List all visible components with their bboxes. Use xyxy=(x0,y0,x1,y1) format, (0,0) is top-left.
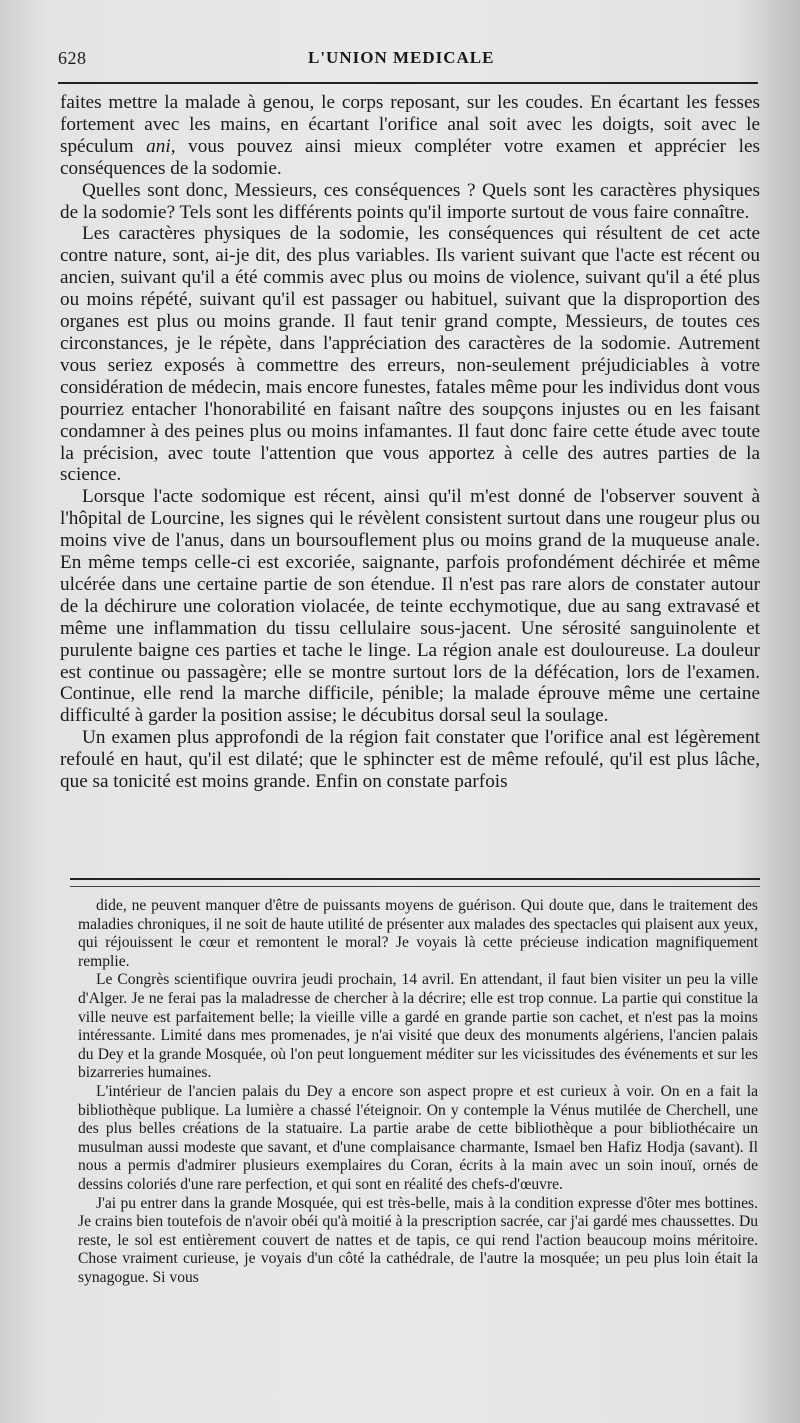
feuilleton-paragraph-1: dide, ne peuvent manquer d'être de puissants moyens de guérison. Qui doute que, dans le traitement des maladies chroniques, il ne soit de haute utilité de présenter aux malades des spectacles qui plaisent aux yeux, qui réjouissent le cœur et remontent le moral? Je voyais là cette précieuse indication magnifiquement remplie. xyxy=(78,897,758,970)
feuilleton-paragraph-3: L'intérieur de l'ancien palais du Dey a encore son aspect propre et est curieux à voir. On en a fait la bibliothèque publique. La lumière a chassé l'éteignoir. On y contemple la Vénus mutilée de Cherchell, une des plus belles créations de la statuaire. La partie arabe de cette bibliothèque a pour bibliothécaire un musulman aussi modeste que savant, et d'une complaisance charmante, Ismael ben Hafiz Hodja (savant). Il nous a permis d'admirer plusieurs exemplaires du Coran, écrits à la main avec un soin inouï, ornés de dessins coloriés d'une rare perfection, et qui sont en réalité des chefs-d'œuvre. xyxy=(78,1082,758,1193)
journal-title: L'UNION MEDICALE xyxy=(308,48,495,67)
main-paragraph-2: Quelles sont donc, Messieurs, ces conséquences ? Quels sont les caractères physiques de la sodomie? Tels sont les différents points qu'il importe surtout de vous faire connaître. xyxy=(60,179,760,223)
main-paragraph-5: Un examen plus approfondi de la région fait constater que l'orifice anal est légèrement refoulé en haut, qu'il est dilaté; que le sphincter est de même refoulé, qu'il est plus lâche, que sa tonicité est moins grande. Enfin on constate parfois xyxy=(60,727,760,793)
page-header xyxy=(58,44,758,74)
page-number: 628 xyxy=(58,48,87,68)
italic-term: ani xyxy=(146,135,171,157)
main-paragraph-3: Les caractères physiques de la sodomie, les conséquences qui résultent de cet acte contre nature, sont, ai-je dit, des plus variables. Ils varient suivant que l'acte est récent ou ancien, suivant qu'il a été commis avec plus ou moins de violence, suivant qu'il a été plus ou moins répété, suivant qu'il est passager ou habituel, suivant que la disproportion des organes est plus ou moins grande. Il faut tenir grand compte, Messieurs, de toutes ces circonstances, je le répète, dans l'appréciation des caractères de la sodomie. Autrement vous seriez exposés à commettre des erreurs, non-seulement préjudiciables à votre considération de médecin, mais encore funestes, fatales même pour les individus dont vous pourriez entacher l'honorabilité en faisant naître des soupçons injustes ou en les faisant condamner à des peines plus ou moins infamantes. Il faut donc faire cette étude avec toute la précision, avec toute l'attention que vous apportez à celle des autres parties de la science. xyxy=(60,223,760,486)
feuilleton-section xyxy=(78,897,758,1287)
feuilleton-paragraph-4: J'ai pu entrer dans la grande Mosquée, qui est très-belle, mais à la condition expresse d'ôter mes bottines. Je crains bien toutefois de n'avoir obéi qu'à moitié à la prescription sacrée, car j'ai gardé mes chaussettes. Du reste, le sol est entièrement couvert de nattes et de tapis, ce qui rend l'action beaucoup moins méritoire. Chose vraiment curieuse, je voyais d'un côté la cathédrale, de l'autre la mosquée; un peu plus loin était la synagogue. Si vous xyxy=(78,1194,758,1286)
main-paragraph-4: Lorsque l'acte sodomique est récent, ainsi qu'il m'est donné de l'observer souvent à l'hôpital de Lourcine, les signes qui le révèlent consistent surtout dans une rougeur plus ou moins vive de l'anus, dans un boursouflement plus ou moins grand de la muqueuse anale. En même temps celle-ci est excoriée, saignante, parfois profondément déchirée et même ulcérée dans une certaine partie de son étendue. Il n'est pas rare alors de constater autour de la déchirure une coloration violacée, de teinte ecchymotique, due au sang extravasé et même une inflammation du tissu cellulaire sous-jacent. Une sérosité sanguinolente et purulente baigne ces parties et tache le linge. La région anale est douloureuse. La douleur est continue ou passagère; elle se montre surtout lors de la défécation, lors de l'examen. Continue, elle rend la marche difficile, pénible; la malade éprouve même une certaine difficulté à garder la position assise; le décubitus dorsal seul la soulage. xyxy=(60,486,760,727)
main-article xyxy=(60,92,760,793)
feuilleton-rule xyxy=(70,878,760,887)
header-rule xyxy=(58,82,758,84)
feuilleton-paragraph-2: Le Congrès scientifique ouvrira jeudi prochain, 14 avril. En attendant, il faut bien visiter un peu la ville d'Alger. Je ne ferai pas la maladresse de chercher à la décrire; elle est trop connue. La partie qui constitue la ville neuve est parfaitement belle; la vieille ville a gardé en grande partie son cachet, et n'est pas la moins intéressante. Limité dans mes promenades, je n'ai visité que deux des monuments algériens, l'ancien palais du Dey et la grande Mosquée, où l'on peut longuement méditer sur les vicissitudes des événements et sur les bizarreries humaines. xyxy=(78,971,758,1082)
main-paragraph-1: faites mettre la malade à genou, le corps reposant, sur les coudes. En écartant les fesses fortement avec les mains, en écartant l'orifice anal soit avec les doigts, soit avec le spéculum ani, vous pouvez ainsi mieux compléter votre examen et apprécier les conséquences de la sodomie. xyxy=(60,92,760,179)
